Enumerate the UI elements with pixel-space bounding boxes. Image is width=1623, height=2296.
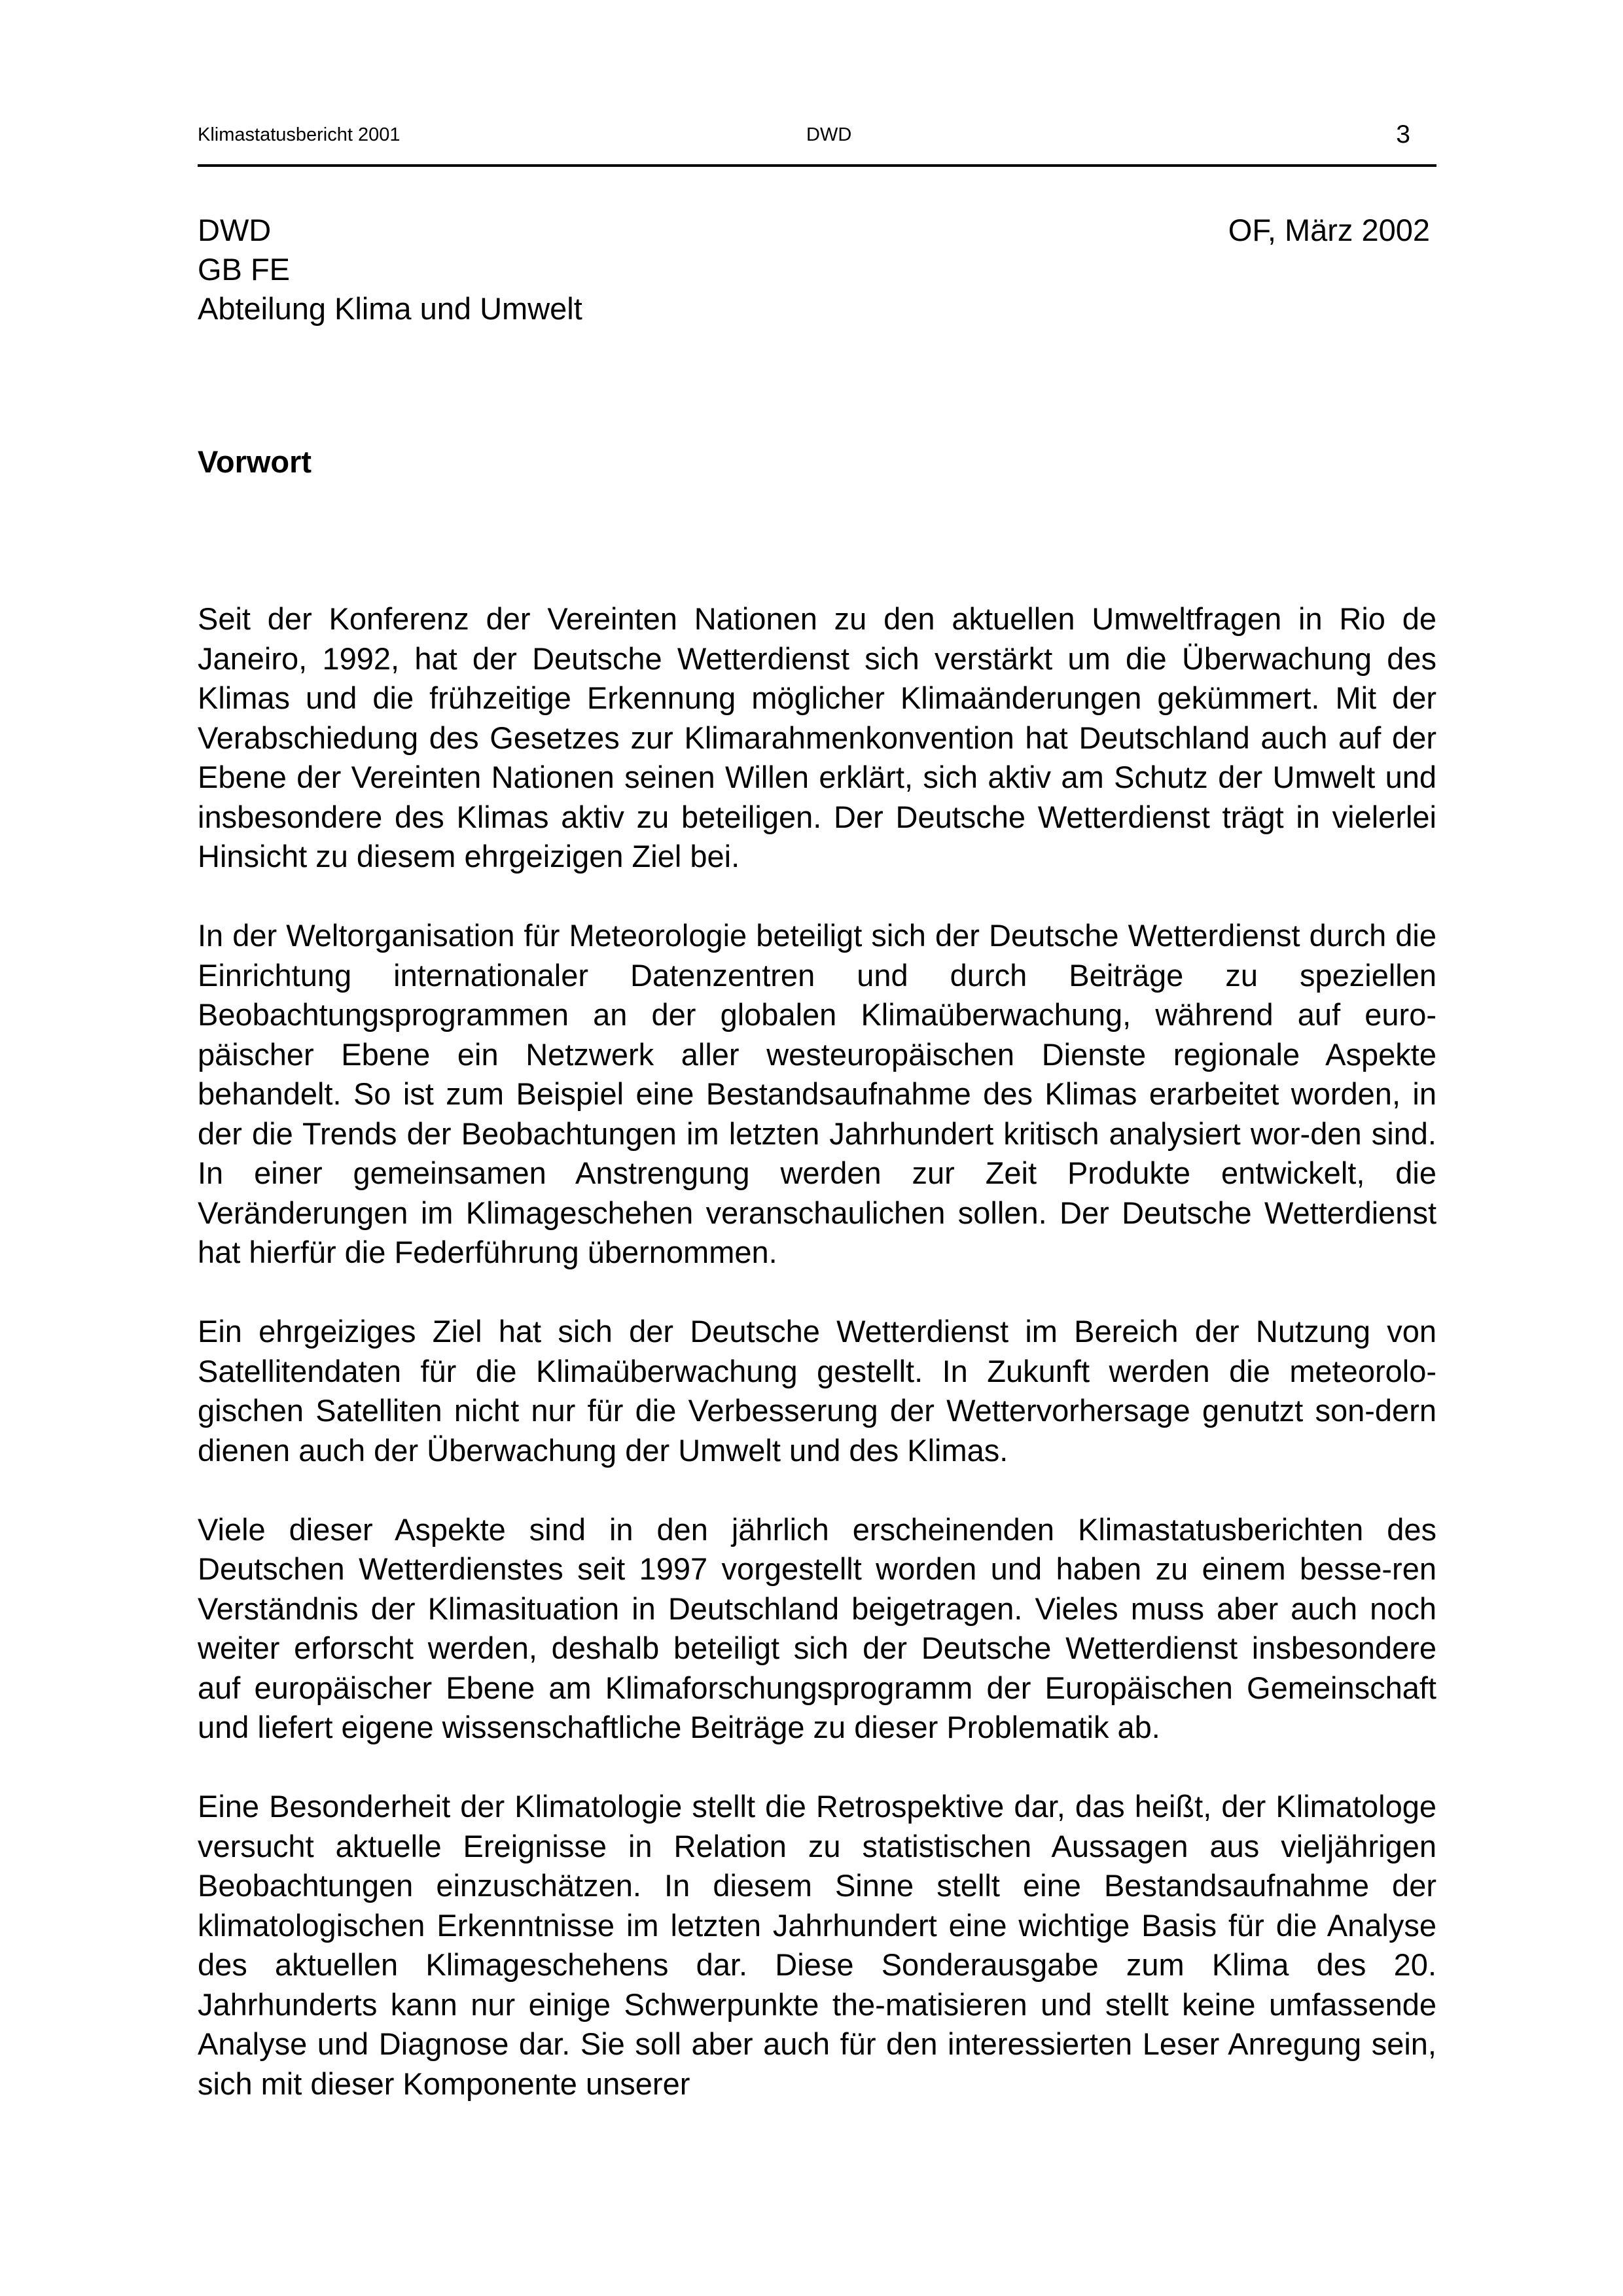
header-divider (198, 164, 1436, 167)
letterhead-date: OF, März 2002 (1228, 213, 1430, 247)
letterhead-division: Abteilung Klima und Umwelt (198, 291, 582, 326)
paragraph: Viele dieser Aspekte sind in den jährlich erscheinenden Klimastatusberichten des Deutschen Wetterdienstes seit 1997 vorgestellt worden und haben zu einem besse-ren Verständnis der Klimasituation in Deutschland beigetragen. Vieles muss aber auch noch weiter erforscht werden, deshalb beteiligt sich der Deutsche Wetterdienst insbesondere auf europäischer Ebene am Klimaforschungsprogramm der Europäischen Gemeinschaft und liefert eigene wissenschaftliche Beiträge zu dieser Problematik ab. (198, 1511, 1436, 1744)
section-title: Vorwort (198, 444, 312, 479)
paragraph: Seit der Konferenz der Vereinten Nationen zu den aktuellen Umweltfragen in Rio de Janeiro, 1992, hat der Deutsche Wetterdienst sich verstärkt um die Überwachung des Klimas und die frühzeitige Erkennung möglicher Klimaänderungen gekümmert. Mit der Verabschiedung des Gesetzes zur Klimarahmenkonvention hat Deutschland auch auf der Ebene der Vereinten Nationen seinen Willen erklärt, sich aktiv am Schutz der Umwelt und insbesondere des Klimas aktiv zu beteiligen. Der Deutsche Wetterdienst trägt in vielerlei Hinsicht zu diesem ehrgeizigen Ziel bei. (198, 601, 1436, 874)
body-text (198, 599, 1436, 2144)
page-number: 3 (1396, 120, 1410, 149)
running-header-publisher: DWD (806, 124, 852, 145)
paragraph: Eine Besonderheit der Klimatologie stellt die Retrospektive dar, das heißt, der Klimatologe versucht aktuelle Ereignisse in Relation zu statistischen Aussagen aus vieljährigen Beobachtungen einzuschätzen. In diesem Sinne stellt eine Bestandsaufnahme der klimatologischen Erkenntnisse im letzten Jahrhundert eine wichtige Basis für die Analyse des aktuellen Klimageschehens dar. Diese Sonderausgabe zum Klima des 20. Jahrhunderts kann nur einige Schwerpunkte the-matisieren und stellt keine umfassende Analyse und Diagnose dar. Sie soll aber auch für den interessierten Leser Anregung sein, sich mit dieser Komponente unserer (198, 1789, 1436, 2101)
letterhead (198, 211, 1436, 328)
running-header-title: Klimastatusbericht 2001 (198, 124, 401, 145)
letterhead-department: GB FE (198, 252, 291, 287)
running-header (198, 122, 1436, 153)
document-page (198, 0, 1436, 2296)
letterhead-organization: DWD (198, 213, 272, 247)
paragraph: Ein ehrgeiziges Ziel hat sich der Deutsche Wetterdienst im Bereich der Nutzung von Satellitendaten für die Klimaüberwachung gestellt. In Zukunft werden die meteorolo-gischen Satelliten nicht nur für die Verbesserung der Wettervorhersage genutzt son-dern dienen auch der Überwachung der Umwelt und des Klimas. (198, 1314, 1436, 1468)
paragraph: In der Weltorganisation für Meteorologie beteiligt sich der Deutsche Wetterdienst durch die Einrichtung internationaler Datenzentren und durch Beiträge zu speziellen Beobachtungsprogrammen an der globalen Klimaüberwachung, während auf euro-päischer Ebene ein Netzwerk aller westeuropäischen Dienste regionale Aspekte behandelt. So ist zum Beispiel eine Bestandsaufnahme des Klimas erarbeitet worden, in der die Trends der Beobachtungen im letzten Jahrhundert kritisch analysiert wor-den sind. In einer gemeinsamen Anstrengung werden zur Zeit Produkte entwickelt, die Veränderungen im Klimageschehen veranschaulichen sollen. Der Deutsche Wetterdienst hat hierfür die Federführung übernommen. (198, 918, 1436, 1269)
